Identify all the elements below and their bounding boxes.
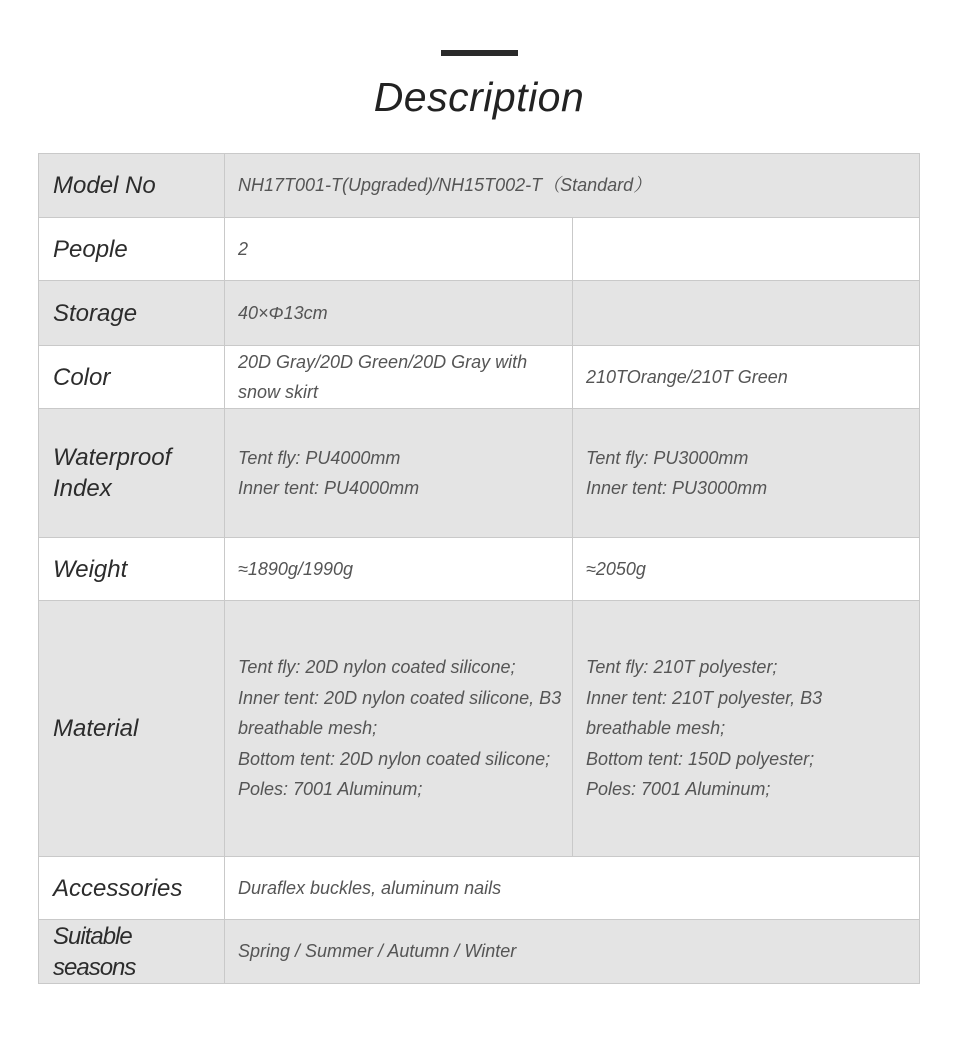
value-line: Bottom tent: 150D polyester; [586,748,815,769]
row-label: Material [39,601,225,857]
row-label [39,409,225,538]
value-line: Inner tent: PU4000mm [238,478,420,498]
row-label: Accessories [39,857,225,920]
row-value-col1: ≈1890g/1990g [225,538,573,601]
table-row-color [39,346,920,409]
row-value-col1 [225,346,573,409]
row-value-col1 [225,409,573,538]
value-line: Tent fly: 210T polyester; [586,657,778,678]
value-line: Inner tent: PU3000mm [586,478,768,498]
row-value-text: 20D Gray/20D Green/20D Gray with snow skirt [238,351,528,402]
row-label: People [39,218,225,281]
row-label: Weight [39,538,225,601]
table-row-waterproof-index [39,409,920,538]
row-value: Spring / Summer / Autumn / Winter [225,920,920,984]
row-value-col2 [573,281,920,346]
value-line: Tent fly: 20D nylon coated silicone; [238,657,516,678]
value-line: Tent fly: PU3000mm [586,447,749,468]
value-line: Poles: 7001 Aluminum; [586,779,771,800]
row-value: NH17T001-T(Upgraded)/NH15T002-T（Standard） [225,154,920,218]
spec-table [38,153,920,984]
table-row-model-no [39,154,920,218]
row-value-col2: 210TOrange/210T Green [573,346,920,409]
value-line: Tent fly: PU4000mm [238,447,401,468]
table-row-storage [39,281,920,346]
value-line: Inner tent: 210T polyester, B3 breathable mesh; [586,687,823,739]
row-label: Storage [39,281,225,346]
row-label: Color [39,346,225,409]
row-label: Model No [39,154,225,218]
page-title: Description [373,74,585,120]
row-label-line: Index [53,475,112,502]
row-value-col2 [573,409,920,538]
value-line: Poles: 7001 Aluminum; [238,779,423,800]
table-row-accessories [39,857,920,920]
row-value: Duraflex buckles, aluminum nails [225,857,920,920]
table-row-suitable-seasons [39,920,920,984]
table-row-weight [39,538,920,601]
row-value-col1: 2 [225,218,573,281]
value-line: Bottom tent: 20D nylon coated silicone; [238,748,551,769]
row-label-line: Waterproof [53,444,172,471]
row-value-col1: 40×Φ13cm [225,281,573,346]
table-row-material [39,601,920,857]
row-value-col2 [573,601,920,857]
value-line: Inner tent: 20D nylon coated silicone, B3 breathable mesh; [238,687,562,739]
table-row-people [39,218,920,281]
title-accent-bar [441,50,518,56]
row-value-col2 [573,218,920,281]
row-value-col1 [225,601,573,857]
row-label: Suitable seasons [39,920,225,984]
row-value-col2: ≈2050g [573,538,920,601]
